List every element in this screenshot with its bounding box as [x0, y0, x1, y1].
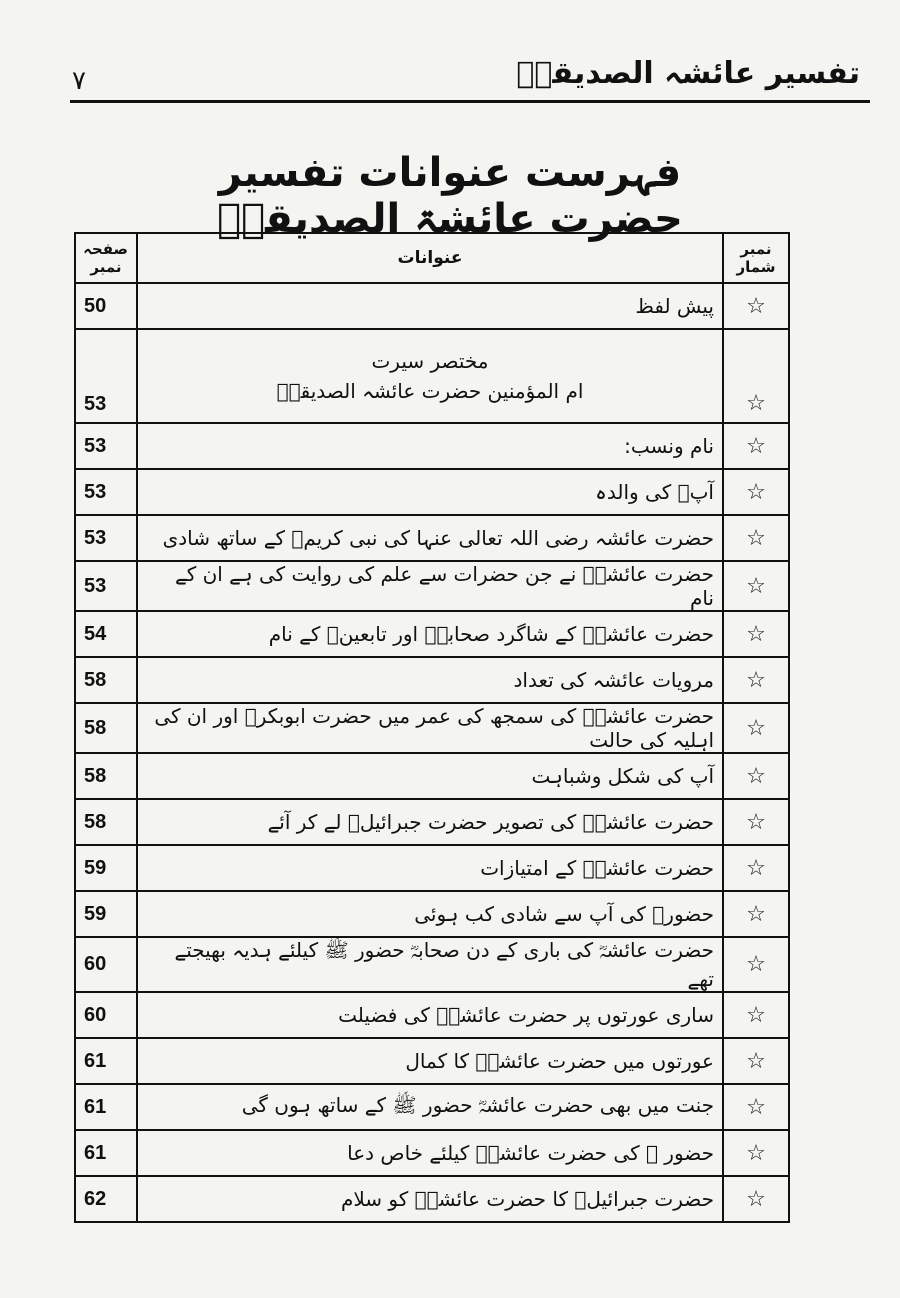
row-page: 58	[84, 668, 107, 691]
row-subtitle: ام المؤمنین حضرت عائشہ الصدیقہؓ	[276, 379, 584, 403]
star-icon: ☆	[746, 809, 766, 835]
star-icon: ☆	[746, 1048, 766, 1074]
table-row	[75, 283, 789, 329]
table-row	[75, 891, 789, 937]
row-page: 50	[84, 294, 107, 317]
table-row	[75, 611, 789, 657]
row-title: جنت میں بھی حضرت عائشہؓ حضور ﷺ کے ساتھ ہوں گی	[241, 1092, 714, 1117]
toc-table	[74, 232, 790, 1223]
topic-header: عنوانات	[137, 233, 723, 283]
row-title: حضورؐ کی آپ سے شادی کب ہوئی	[414, 902, 714, 926]
row-title: آپ کی شکل وشباہت	[531, 764, 714, 788]
row-title: پیش لفظ	[635, 294, 714, 318]
star-icon: ☆	[746, 667, 766, 693]
table-row	[75, 515, 789, 561]
table-row	[75, 1038, 789, 1084]
row-title: حضور ﷺ کی حضرت عائشہؓ کیلئے خاص دعا	[347, 1141, 714, 1165]
page-title: فہرست عنوانات تفسیر حضرت عائشۃ الصدیقہؓ	[217, 150, 683, 242]
header-rule	[70, 100, 870, 103]
table-row	[75, 992, 789, 1038]
table-row	[75, 753, 789, 799]
row-page: 59	[84, 856, 107, 879]
star-icon: ☆	[746, 293, 766, 319]
row-page: 60	[84, 1003, 107, 1026]
row-page: 53	[84, 526, 107, 549]
row-page: 59	[84, 902, 107, 925]
row-title: حضرت عائشہؓ کی تصویر حضرت جبرائیلؑ لے کر آئے	[267, 810, 714, 834]
row-page: 58	[84, 810, 107, 833]
page-number: ۷	[72, 66, 86, 96]
star-icon: ☆	[746, 391, 766, 416]
star-icon: ☆	[746, 1002, 766, 1028]
row-title: نام ونسب:	[624, 434, 714, 458]
serial-header: نمبر شمار	[723, 233, 789, 283]
row-title: حضرت عائشہؓ کے امتیازات	[480, 856, 714, 880]
row-page: 58	[84, 716, 107, 739]
row-title: عورتوں میں حضرت عائشہؓ کا کمال	[405, 1049, 714, 1073]
star-icon: ☆	[746, 479, 766, 505]
table-row	[75, 561, 789, 611]
row-title: مختصر سیرت	[371, 349, 489, 373]
star-icon: ☆	[746, 1186, 766, 1212]
row-page: 53	[84, 480, 107, 503]
star-icon: ☆	[746, 433, 766, 459]
row-page: 53	[84, 434, 107, 457]
row-title: حضرت عائشہؓ کی باری کے دن صحابہؓ حضور ﷺ کیلئے ہدیہ بھیجتے تھے	[174, 938, 714, 991]
table-row	[75, 1130, 789, 1176]
table-row	[75, 937, 789, 992]
row-title: حضرت عائشہ رضی اللہ تعالی عنہا کی نبی کریمؐ کے ساتھ شادی	[162, 526, 714, 550]
row-title: ساری عورتوں پر حضرت عائشہؓ کی فضیلت	[338, 1003, 714, 1027]
star-icon: ☆	[746, 901, 766, 927]
star-icon: ☆	[746, 855, 766, 881]
row-page: 61	[84, 1049, 107, 1072]
star-icon: ☆	[746, 763, 766, 789]
row-page: 53	[84, 393, 107, 415]
star-icon: ☆	[746, 621, 766, 647]
row-title: حضرت عائشہؓ کے شاگرد صحابہؓ اور تابعینؒ کے نام	[268, 622, 714, 646]
running-title: تفسیر عائشہ الصدیقہؓ	[516, 56, 860, 91]
table-row	[75, 703, 789, 753]
row-title: حضرت جبرائیلؑ کا حضرت عائشہؓ کو سلام	[340, 1187, 714, 1211]
row-page: 61	[84, 1095, 107, 1118]
table-row	[75, 329, 789, 423]
row-page: 62	[84, 1187, 107, 1210]
row-title: مرویات عائشہ کی تعداد	[513, 668, 714, 692]
row-title: آپؓ کی والدہ	[595, 480, 714, 504]
toc-header-row	[75, 233, 789, 283]
table-row	[75, 1084, 789, 1130]
row-page: 61	[84, 1141, 107, 1164]
table-row	[75, 799, 789, 845]
row-title: حضرت عائشہؓ نے جن حضرات سے علم کی روایت کی ہے ان کے نام	[174, 562, 714, 610]
table-row	[75, 845, 789, 891]
row-page: 53	[84, 574, 107, 597]
table-row	[75, 1176, 789, 1222]
row-page: 58	[84, 764, 107, 787]
star-icon: ☆	[746, 573, 766, 599]
star-icon: ☆	[746, 952, 766, 977]
page-header: صفحہ نمبر	[75, 233, 137, 283]
table-row	[75, 657, 789, 703]
star-icon: ☆	[746, 715, 766, 741]
star-icon: ☆	[746, 525, 766, 551]
table-row	[75, 423, 789, 469]
table-row	[75, 469, 789, 515]
row-title: حضرت عائشہؓ کی سمجھ کی عمر میں حضرت ابوبکرؓ اور ان کی اہلیہ کی حالت	[154, 704, 714, 752]
row-page: 60	[84, 953, 107, 975]
row-page: 54	[84, 622, 107, 645]
star-icon: ☆	[746, 1140, 766, 1166]
star-icon: ☆	[746, 1094, 766, 1120]
